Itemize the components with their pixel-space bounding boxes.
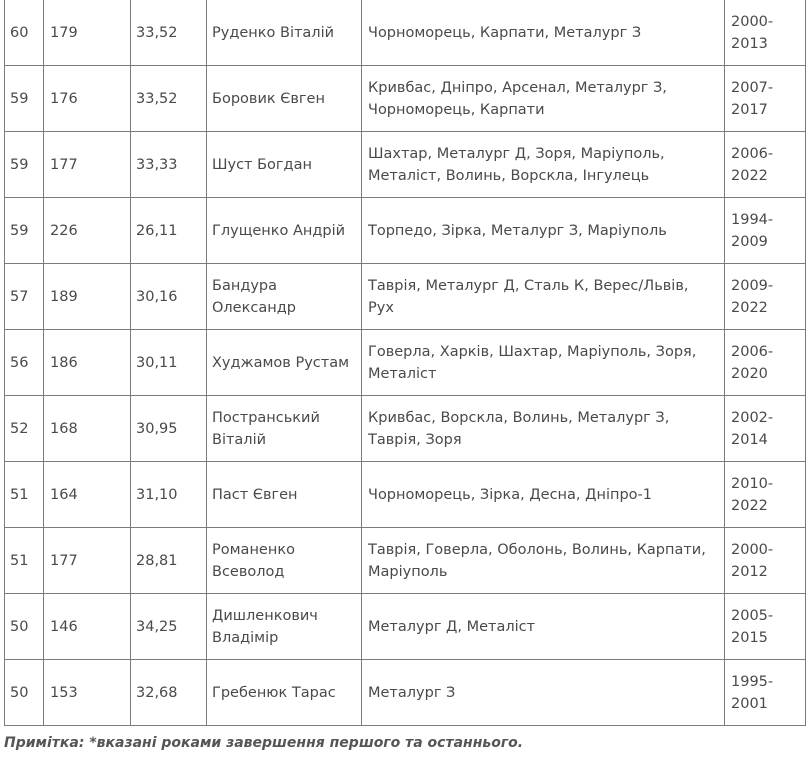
table-row: [5, 462, 806, 528]
games-cell: 179: [44, 0, 131, 66]
ratio-cell: 26,11: [131, 198, 207, 264]
ratio-cell: 30,95: [131, 396, 207, 462]
table-row: [5, 264, 806, 330]
goals-cell: 59: [5, 132, 44, 198]
ratio-cell: 34,25: [131, 594, 207, 660]
table-row: [5, 66, 806, 132]
table-body: [5, 0, 806, 726]
table-row: [5, 528, 806, 594]
games-cell: 226: [44, 198, 131, 264]
years-cell: 1995-2001: [725, 660, 806, 726]
years-cell: 2000-2013: [725, 0, 806, 66]
table-row: [5, 0, 806, 66]
years-cell: 2007-2017: [725, 66, 806, 132]
games-cell: 153: [44, 660, 131, 726]
games-cell: 146: [44, 594, 131, 660]
years-cell: 2006-2022: [725, 132, 806, 198]
goals-cell: 57: [5, 264, 44, 330]
clubs-cell: Таврія, Говерла, Оболонь, Волинь, Карпати, Маріуполь: [362, 528, 725, 594]
clubs-cell: Металург З: [362, 660, 725, 726]
player-name-cell: Постранський Віталій: [207, 396, 362, 462]
clubs-cell: Металург Д, Металіст: [362, 594, 725, 660]
games-cell: 177: [44, 132, 131, 198]
years-cell: 2002-2014: [725, 396, 806, 462]
table-row: [5, 198, 806, 264]
table-row: [5, 396, 806, 462]
clubs-cell: Кривбас, Дніпро, Арсенал, Металург З, Чорноморець, Карпати: [362, 66, 725, 132]
goals-cell: 50: [5, 594, 44, 660]
goals-cell: 50: [5, 660, 44, 726]
games-cell: 186: [44, 330, 131, 396]
ratio-cell: 28,81: [131, 528, 207, 594]
table-row: [5, 594, 806, 660]
player-name-cell: Гребенюк Тарас: [207, 660, 362, 726]
ratio-cell: 31,10: [131, 462, 207, 528]
years-cell: 2009-2022: [725, 264, 806, 330]
ratio-cell: 33,52: [131, 0, 207, 66]
ratio-cell: 30,11: [131, 330, 207, 396]
player-name-cell: Глущенко Андрій: [207, 198, 362, 264]
player-name-cell: Худжамов Рустам: [207, 330, 362, 396]
games-cell: 168: [44, 396, 131, 462]
goals-cell: 56: [5, 330, 44, 396]
goals-cell: 59: [5, 66, 44, 132]
table-footnote: Примітка: *вказані роками завершення першого та останнього.: [4, 735, 524, 751]
clubs-cell: Чорноморець, Карпати, Металург З: [362, 0, 725, 66]
years-cell: 2000-2012: [725, 528, 806, 594]
goals-cell: 60: [5, 0, 44, 66]
goals-cell: 51: [5, 462, 44, 528]
clubs-cell: Таврія, Металург Д, Сталь К, Верес/Львів, Рух: [362, 264, 725, 330]
player-name-cell: Романенко Всеволод: [207, 528, 362, 594]
player-name-cell: Бандура Олександр: [207, 264, 362, 330]
table-row: [5, 330, 806, 396]
goalscorers-table: [4, 0, 806, 726]
years-cell: 2005-2015: [725, 594, 806, 660]
goals-cell: 51: [5, 528, 44, 594]
ratio-cell: 30,16: [131, 264, 207, 330]
ratio-cell: 33,33: [131, 132, 207, 198]
games-cell: 164: [44, 462, 131, 528]
player-name-cell: Шуст Богдан: [207, 132, 362, 198]
years-cell: 2010-2022: [725, 462, 806, 528]
ratio-cell: 33,52: [131, 66, 207, 132]
goals-cell: 52: [5, 396, 44, 462]
table-row: [5, 132, 806, 198]
clubs-cell: Говерла, Харків, Шахтар, Маріуполь, Зоря, Металіст: [362, 330, 725, 396]
games-cell: 176: [44, 66, 131, 132]
clubs-cell: Чорноморець, Зірка, Десна, Дніпро-1: [362, 462, 725, 528]
clubs-cell: Кривбас, Ворскла, Волинь, Металург З, Таврія, Зоря: [362, 396, 725, 462]
years-cell: 1994-2009: [725, 198, 806, 264]
games-cell: 177: [44, 528, 131, 594]
clubs-cell: Шахтар, Металург Д, Зоря, Маріуполь, Металіст, Волинь, Ворскла, Інгулець: [362, 132, 725, 198]
player-name-cell: Руденко Віталій: [207, 0, 362, 66]
ratio-cell: 32,68: [131, 660, 207, 726]
table-row: [5, 660, 806, 726]
player-name-cell: Паст Євген: [207, 462, 362, 528]
games-cell: 189: [44, 264, 131, 330]
player-name-cell: Боровик Євген: [207, 66, 362, 132]
clubs-cell: Торпедо, Зірка, Металург З, Маріуполь: [362, 198, 725, 264]
player-name-cell: Дишленкович Владімір: [207, 594, 362, 660]
years-cell: 2006-2020: [725, 330, 806, 396]
goals-cell: 59: [5, 198, 44, 264]
